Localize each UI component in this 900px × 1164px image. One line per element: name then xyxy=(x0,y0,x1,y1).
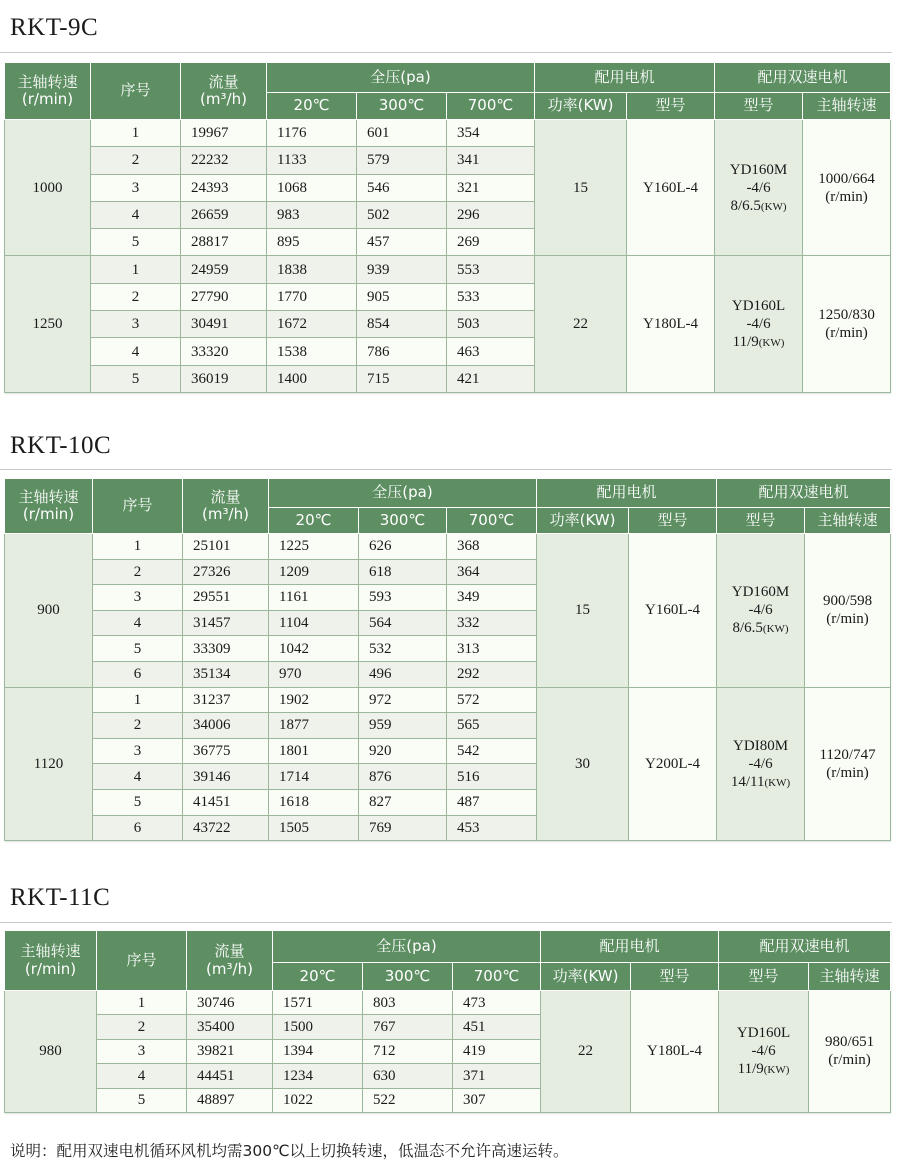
row-pressure-700: 473 xyxy=(453,991,541,1015)
header-flow-unit: (m³/h) xyxy=(202,505,249,523)
row-flow: 26659 xyxy=(181,201,267,228)
table-row xyxy=(5,120,891,147)
dual-model-line: YDI80M xyxy=(733,737,789,754)
row-pressure-700: 368 xyxy=(447,534,537,560)
row-pressure-300: 767 xyxy=(363,1015,453,1039)
header-flow xyxy=(183,479,269,534)
row-pressure-20: 1161 xyxy=(269,585,359,611)
header-pressure: 全压(pa) xyxy=(273,931,541,963)
group-power: 30 xyxy=(537,687,629,841)
row-pressure-700: 371 xyxy=(453,1064,541,1088)
group-dual-model xyxy=(717,534,805,688)
header-seq: 序号 xyxy=(97,931,187,991)
row-pressure-300: 630 xyxy=(363,1064,453,1088)
row-pressure-20: 1176 xyxy=(267,120,357,147)
row-pressure-700: 463 xyxy=(447,338,535,365)
row-pressure-300: 972 xyxy=(359,687,447,713)
group-power: 15 xyxy=(537,534,629,688)
row-pressure-20: 1133 xyxy=(267,147,357,174)
row-flow: 44451 xyxy=(187,1064,273,1088)
group-dual-speed xyxy=(809,991,891,1113)
row-seq: 3 xyxy=(97,1039,187,1063)
header-dual-model: 型号 xyxy=(719,963,809,991)
row-flow: 25101 xyxy=(183,534,269,560)
header-dual-speed: 主轴转速 xyxy=(805,508,891,534)
header-temp-300: 300℃ xyxy=(363,963,453,991)
header-temp-700: 700℃ xyxy=(453,963,541,991)
header-speed-unit: (r/min) xyxy=(22,505,75,523)
header-speed-label: 主轴转速 xyxy=(17,72,78,91)
row-seq: 2 xyxy=(97,1015,187,1039)
group-speed: 1250 xyxy=(5,256,91,392)
header-flow-label: 流量 xyxy=(210,487,241,506)
row-pressure-700: 292 xyxy=(447,661,537,687)
row-pressure-300: 457 xyxy=(357,229,447,256)
header-speed xyxy=(5,479,93,534)
dual-model-unit: (KW) xyxy=(760,200,787,213)
dual-speed-line: 980/651 xyxy=(824,1034,875,1051)
row-pressure-700: 341 xyxy=(447,147,535,174)
dual-model-unit: (KW) xyxy=(758,337,785,350)
model-title: RKT-9C xyxy=(10,14,99,41)
row-flow: 36019 xyxy=(181,365,267,392)
row-pressure-300: 854 xyxy=(357,311,447,338)
dual-model-line: 8/6.5 xyxy=(730,197,761,214)
dual-speed-line: 1000/664 xyxy=(818,170,875,187)
row-pressure-300: 959 xyxy=(359,713,447,739)
row-pressure-20: 1400 xyxy=(267,365,357,392)
group-speed: 900 xyxy=(5,534,93,688)
row-pressure-700: 553 xyxy=(447,256,535,283)
row-pressure-300: 564 xyxy=(359,610,447,636)
row-pressure-20: 1877 xyxy=(269,713,359,739)
model-title: RKT-11C xyxy=(10,884,111,911)
header-speed-label: 主轴转速 xyxy=(20,942,81,961)
dual-speed-line: (r/min) xyxy=(828,1052,871,1069)
row-pressure-700: 313 xyxy=(447,636,537,662)
row-pressure-20: 1042 xyxy=(269,636,359,662)
row-seq: 5 xyxy=(93,636,183,662)
header-power: 功率(KW) xyxy=(535,93,627,120)
row-pressure-20: 1209 xyxy=(269,559,359,585)
row-pressure-300: 905 xyxy=(357,283,447,310)
row-pressure-300: 715 xyxy=(357,365,447,392)
group-dual-model xyxy=(715,256,803,392)
row-pressure-300: 920 xyxy=(359,738,447,764)
header-dual-speed: 主轴转速 xyxy=(809,963,891,991)
row-pressure-20: 970 xyxy=(269,661,359,687)
row-pressure-20: 1225 xyxy=(269,534,359,560)
title-divider xyxy=(0,52,892,53)
row-pressure-300: 712 xyxy=(363,1039,453,1063)
header-dual-speed: 主轴转速 xyxy=(803,93,891,120)
header-temp-20: 20℃ xyxy=(273,963,363,991)
dual-model-line: YD160L xyxy=(736,1025,791,1042)
row-pressure-700: 453 xyxy=(447,815,537,841)
dual-speed-line: (r/min) xyxy=(826,611,869,628)
header-temp-300: 300℃ xyxy=(357,93,447,120)
table-row xyxy=(5,687,891,713)
row-flow: 31237 xyxy=(183,687,269,713)
row-pressure-300: 502 xyxy=(357,201,447,228)
row-pressure-300: 522 xyxy=(363,1088,453,1112)
row-seq: 5 xyxy=(91,229,181,256)
row-pressure-20: 1505 xyxy=(269,815,359,841)
dual-model-line: YD160M xyxy=(731,584,790,601)
table-body xyxy=(5,120,891,393)
header-model: 型号 xyxy=(629,508,717,534)
title-divider xyxy=(0,922,892,923)
row-pressure-300: 626 xyxy=(359,534,447,560)
table-header xyxy=(5,931,891,991)
row-flow: 35134 xyxy=(183,661,269,687)
row-flow: 28817 xyxy=(181,229,267,256)
group-dual-speed xyxy=(805,534,891,688)
row-flow: 24393 xyxy=(181,174,267,201)
row-pressure-700: 542 xyxy=(447,738,537,764)
group-power: 22 xyxy=(535,256,627,392)
header-dual-motor: 配用双速电机 xyxy=(719,931,891,963)
performance-table xyxy=(4,62,890,393)
group-dual-model xyxy=(715,120,803,256)
dual-model-line: -4/6 xyxy=(748,602,773,619)
dual-model-unit: (KW) xyxy=(764,776,791,789)
dual-speed-line: 1250/830 xyxy=(818,307,875,324)
row-pressure-700: 269 xyxy=(447,229,535,256)
header-speed-label: 主轴转速 xyxy=(18,487,79,506)
row-flow: 43722 xyxy=(183,815,269,841)
dual-speed-line: 900/598 xyxy=(822,593,873,610)
row-pressure-20: 1104 xyxy=(269,610,359,636)
group-speed: 980 xyxy=(5,991,97,1113)
row-flow: 33320 xyxy=(181,338,267,365)
footnote: 说明：配用双速电机循环风机均需300℃以上切换转速，低温态不允许高速运转。 xyxy=(10,1142,569,1160)
row-seq: 2 xyxy=(91,147,181,174)
table-body xyxy=(5,534,891,841)
row-pressure-700: 572 xyxy=(447,687,537,713)
table-header xyxy=(5,479,891,534)
row-pressure-700: 419 xyxy=(453,1039,541,1063)
row-pressure-300: 579 xyxy=(357,147,447,174)
header-flow xyxy=(187,931,273,991)
header-flow xyxy=(181,63,267,120)
dual-speed-line: (r/min) xyxy=(825,188,868,205)
header-temp-700: 700℃ xyxy=(447,508,537,534)
row-pressure-700: 364 xyxy=(447,559,537,585)
header-row-top xyxy=(5,63,891,93)
row-seq: 5 xyxy=(97,1088,187,1112)
header-temp-20: 20℃ xyxy=(267,93,357,120)
dual-model-unit: (KW) xyxy=(763,1064,790,1077)
row-pressure-700: 354 xyxy=(447,120,535,147)
header-speed xyxy=(5,63,91,120)
row-pressure-700: 533 xyxy=(447,283,535,310)
dual-speed-line: (r/min) xyxy=(826,764,869,781)
row-seq: 3 xyxy=(91,311,181,338)
header-speed xyxy=(5,931,97,991)
row-seq: 1 xyxy=(93,534,183,560)
header-seq: 序号 xyxy=(91,63,181,120)
table-row xyxy=(5,256,891,283)
row-flow: 22232 xyxy=(181,147,267,174)
row-seq: 4 xyxy=(91,201,181,228)
header-power: 功率(KW) xyxy=(541,963,631,991)
table-body xyxy=(5,991,891,1113)
dual-speed-line: 1120/747 xyxy=(819,746,876,763)
header-row-top xyxy=(5,479,891,508)
table-header xyxy=(5,63,891,120)
row-flow: 48897 xyxy=(187,1088,273,1112)
header-dual-motor: 配用双速电机 xyxy=(715,63,891,93)
performance-table xyxy=(4,478,890,841)
row-pressure-300: 618 xyxy=(359,559,447,585)
header-pressure: 全压(pa) xyxy=(267,63,535,93)
row-pressure-700: 321 xyxy=(447,174,535,201)
row-seq: 2 xyxy=(93,713,183,739)
row-pressure-20: 1902 xyxy=(269,687,359,713)
row-pressure-20: 1714 xyxy=(269,764,359,790)
row-pressure-700: 421 xyxy=(447,365,535,392)
header-temp-700: 700℃ xyxy=(447,93,535,120)
row-pressure-20: 1022 xyxy=(273,1088,363,1112)
row-pressure-20: 1838 xyxy=(267,256,357,283)
header-model: 型号 xyxy=(631,963,719,991)
group-dual-model xyxy=(717,687,805,841)
row-pressure-700: 307 xyxy=(453,1088,541,1112)
row-pressure-700: 451 xyxy=(453,1015,541,1039)
row-flow: 30746 xyxy=(187,991,273,1015)
row-seq: 6 xyxy=(93,815,183,841)
header-flow-label: 流量 xyxy=(208,72,239,91)
group-motor-model: Y180L-4 xyxy=(631,991,719,1113)
row-pressure-700: 296 xyxy=(447,201,535,228)
row-pressure-300: 827 xyxy=(359,789,447,815)
group-motor-model: Y160L-4 xyxy=(627,120,715,256)
title-divider xyxy=(0,469,892,470)
row-flow: 41451 xyxy=(183,789,269,815)
header-model: 型号 xyxy=(627,93,715,120)
row-pressure-700: 565 xyxy=(447,713,537,739)
row-seq: 4 xyxy=(97,1064,187,1088)
row-seq: 3 xyxy=(93,738,183,764)
row-pressure-20: 1538 xyxy=(267,338,357,365)
row-flow: 24959 xyxy=(181,256,267,283)
row-seq: 2 xyxy=(91,283,181,310)
table-row xyxy=(5,991,891,1015)
group-speed: 1000 xyxy=(5,120,91,256)
row-pressure-20: 1571 xyxy=(273,991,363,1015)
dual-model-line: -4/6 xyxy=(748,755,773,772)
group-motor-model: Y180L-4 xyxy=(627,256,715,392)
row-flow: 33309 xyxy=(183,636,269,662)
row-seq: 4 xyxy=(93,764,183,790)
row-pressure-20: 1801 xyxy=(269,738,359,764)
dual-model-line: YD160M xyxy=(729,161,788,178)
group-dual-model xyxy=(719,991,809,1113)
header-motor: 配用电机 xyxy=(535,63,715,93)
row-flow: 30491 xyxy=(181,311,267,338)
row-flow: 34006 xyxy=(183,713,269,739)
group-motor-model: Y200L-4 xyxy=(629,687,717,841)
row-flow: 29551 xyxy=(183,585,269,611)
dual-model-line: 11/9 xyxy=(737,1061,764,1078)
row-pressure-700: 503 xyxy=(447,311,535,338)
row-seq: 1 xyxy=(91,256,181,283)
row-pressure-700: 516 xyxy=(447,764,537,790)
row-flow: 39821 xyxy=(187,1039,273,1063)
row-pressure-700: 332 xyxy=(447,610,537,636)
row-pressure-20: 1234 xyxy=(273,1064,363,1088)
row-flow: 39146 xyxy=(183,764,269,790)
header-flow-unit: (m³/h) xyxy=(200,90,247,108)
header-speed-unit: (r/min) xyxy=(24,959,77,978)
row-pressure-300: 546 xyxy=(357,174,447,201)
table-row xyxy=(5,534,891,560)
row-seq: 3 xyxy=(91,174,181,201)
row-pressure-300: 939 xyxy=(357,256,447,283)
row-flow: 35400 xyxy=(187,1015,273,1039)
group-power: 15 xyxy=(535,120,627,256)
row-seq: 4 xyxy=(93,610,183,636)
dual-model-line: -4/6 xyxy=(746,316,771,333)
dual-model-line: -4/6 xyxy=(751,1043,776,1060)
header-dual-motor: 配用双速电机 xyxy=(717,479,891,508)
dual-model-unit: (KW) xyxy=(762,623,789,636)
dual-model-line: 8/6.5 xyxy=(732,620,763,637)
header-row-top xyxy=(5,931,891,963)
row-seq: 5 xyxy=(91,365,181,392)
row-pressure-300: 876 xyxy=(359,764,447,790)
header-flow-label: 流量 xyxy=(214,942,245,961)
group-dual-speed xyxy=(803,256,891,392)
dual-model-line: YD160L xyxy=(731,298,786,315)
row-pressure-20: 1618 xyxy=(269,789,359,815)
row-flow: 31457 xyxy=(183,610,269,636)
row-seq: 6 xyxy=(93,661,183,687)
row-flow: 36775 xyxy=(183,738,269,764)
group-motor-model: Y160L-4 xyxy=(629,534,717,688)
dual-model-line: -4/6 xyxy=(746,179,771,196)
row-pressure-300: 593 xyxy=(359,585,447,611)
header-speed-unit: (r/min) xyxy=(21,90,74,108)
dual-speed-line: (r/min) xyxy=(825,325,868,342)
row-pressure-20: 1770 xyxy=(267,283,357,310)
row-pressure-300: 786 xyxy=(357,338,447,365)
row-flow: 27790 xyxy=(181,283,267,310)
row-seq: 4 xyxy=(91,338,181,365)
row-pressure-20: 1068 xyxy=(267,174,357,201)
row-seq: 1 xyxy=(93,687,183,713)
dual-model-line: 14/11 xyxy=(730,773,765,790)
header-motor: 配用电机 xyxy=(537,479,717,508)
row-pressure-20: 1672 xyxy=(267,311,357,338)
row-pressure-20: 983 xyxy=(267,201,357,228)
row-pressure-20: 1500 xyxy=(273,1015,363,1039)
row-seq: 1 xyxy=(97,991,187,1015)
row-seq: 3 xyxy=(93,585,183,611)
spec-table xyxy=(4,62,891,393)
header-dual-model: 型号 xyxy=(715,93,803,120)
row-pressure-300: 769 xyxy=(359,815,447,841)
group-speed: 1120 xyxy=(5,687,93,841)
spec-table xyxy=(4,930,891,1113)
row-pressure-300: 496 xyxy=(359,661,447,687)
header-power: 功率(KW) xyxy=(537,508,629,534)
row-pressure-700: 349 xyxy=(447,585,537,611)
model-title: RKT-10C xyxy=(10,432,112,459)
header-motor: 配用电机 xyxy=(541,931,719,963)
performance-table xyxy=(4,930,890,1113)
row-seq: 1 xyxy=(91,120,181,147)
header-seq: 序号 xyxy=(93,479,183,534)
header-flow-unit: (m³/h) xyxy=(206,959,253,978)
group-dual-speed xyxy=(803,120,891,256)
row-pressure-300: 601 xyxy=(357,120,447,147)
header-temp-300: 300℃ xyxy=(359,508,447,534)
row-flow: 19967 xyxy=(181,120,267,147)
header-temp-20: 20℃ xyxy=(269,508,359,534)
row-seq: 2 xyxy=(93,559,183,585)
spec-table xyxy=(4,478,891,841)
row-pressure-300: 532 xyxy=(359,636,447,662)
group-power: 22 xyxy=(541,991,631,1113)
row-pressure-20: 895 xyxy=(267,229,357,256)
row-pressure-300: 803 xyxy=(363,991,453,1015)
header-dual-model: 型号 xyxy=(717,508,805,534)
dual-model-line: 11/9 xyxy=(732,334,759,351)
header-pressure: 全压(pa) xyxy=(269,479,537,508)
row-flow: 27326 xyxy=(183,559,269,585)
row-pressure-700: 487 xyxy=(447,789,537,815)
group-dual-speed xyxy=(805,687,891,841)
row-seq: 5 xyxy=(93,789,183,815)
row-pressure-20: 1394 xyxy=(273,1039,363,1063)
